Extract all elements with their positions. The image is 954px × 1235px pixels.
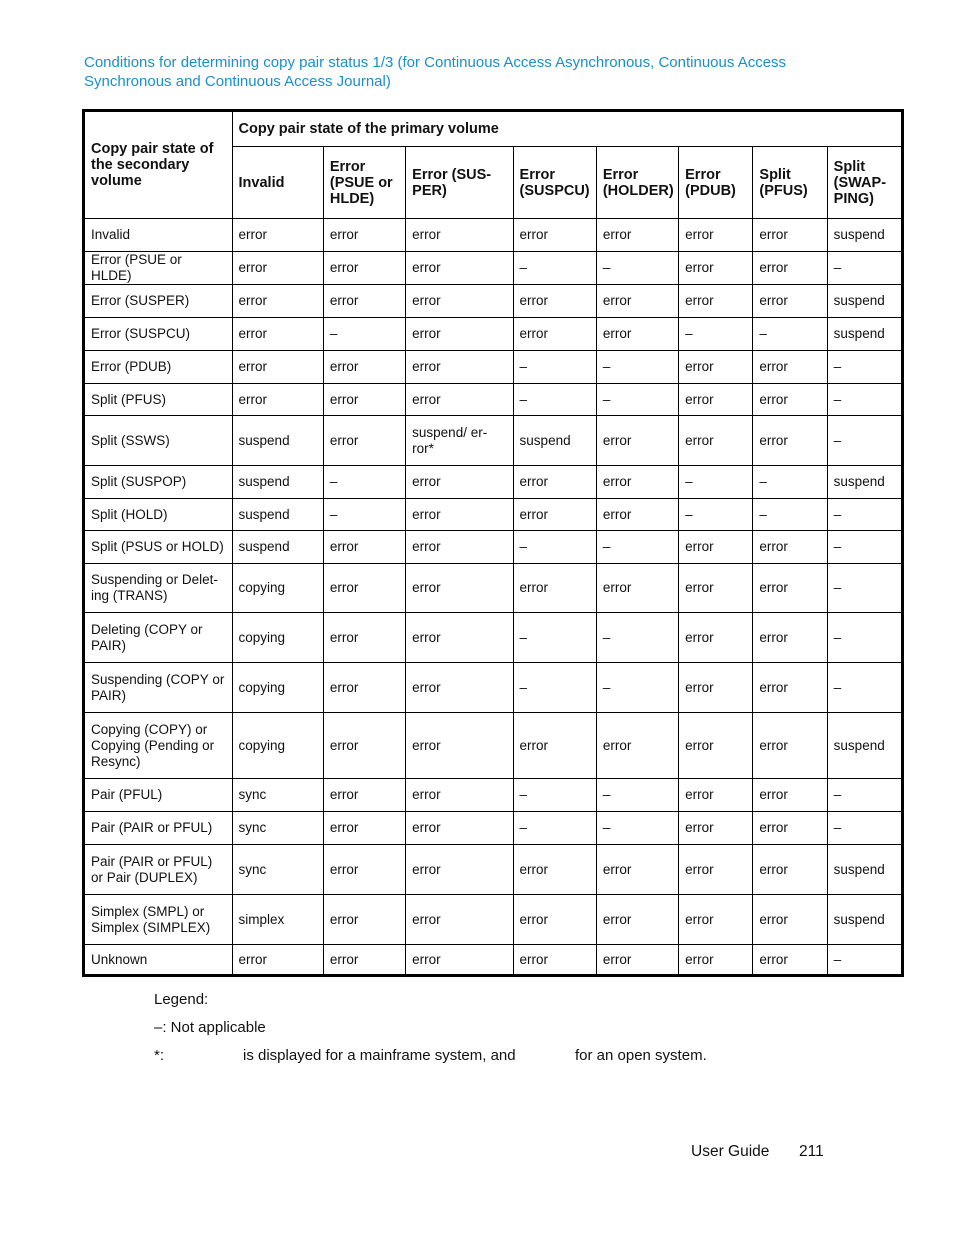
table-cell: suspend bbox=[827, 713, 902, 779]
table-cell: error bbox=[679, 845, 753, 895]
row-header-cell: Split (SSWS) bbox=[84, 416, 233, 466]
table-cell: copying bbox=[232, 564, 323, 613]
table-cell: error bbox=[406, 845, 513, 895]
table-cell: – bbox=[513, 663, 596, 713]
row-header-cell: Suspending or Delet-ing (TRANS) bbox=[84, 564, 233, 613]
row-header-cell: Split (PFUS) bbox=[84, 384, 233, 416]
table-cell: – bbox=[753, 466, 827, 499]
table-cell: error bbox=[406, 779, 513, 812]
table-cell: – bbox=[827, 945, 902, 976]
copy-pair-status-table-wrapper bbox=[82, 109, 904, 977]
row-header-cell: Split (SUSPOP) bbox=[84, 466, 233, 499]
table-cell: error bbox=[679, 812, 753, 845]
table-cell: – bbox=[827, 531, 902, 564]
table-row bbox=[84, 219, 903, 252]
table-cell: – bbox=[513, 812, 596, 845]
row-header-cell: Unknown bbox=[84, 945, 233, 976]
table-cell: – bbox=[827, 812, 902, 845]
table-row bbox=[84, 812, 903, 845]
table-cell: – bbox=[513, 613, 596, 663]
table-cell: suspend bbox=[827, 845, 902, 895]
table-cell: error bbox=[323, 779, 405, 812]
corner-header: Copy pair state of the secondary volume bbox=[84, 111, 233, 219]
table-cell: error bbox=[406, 318, 513, 351]
table-cell: – bbox=[827, 252, 902, 285]
table-cell: error bbox=[753, 219, 827, 252]
table-cell: – bbox=[596, 531, 678, 564]
table-row bbox=[84, 945, 903, 976]
table-cell: simplex bbox=[232, 895, 323, 945]
table-cell: error bbox=[753, 531, 827, 564]
table-cell: error bbox=[406, 384, 513, 416]
table-cell: error bbox=[753, 812, 827, 845]
primary-volume-group-header: Copy pair state of the primary volume bbox=[232, 111, 902, 147]
table-cell: error bbox=[596, 318, 678, 351]
row-header-cell: Error (SUSPER) bbox=[84, 285, 233, 318]
row-header-cell: Pair (PAIR or PFUL) bbox=[84, 812, 233, 845]
table-cell: error bbox=[753, 613, 827, 663]
table-cell: error bbox=[513, 713, 596, 779]
table-cell: error bbox=[753, 779, 827, 812]
table-cell: – bbox=[827, 779, 902, 812]
table-cell: error bbox=[513, 318, 596, 351]
table-cell: – bbox=[827, 384, 902, 416]
legend-title: Legend: bbox=[154, 991, 209, 1008]
table-cell: error bbox=[323, 845, 405, 895]
table-cell: error bbox=[513, 466, 596, 499]
table-row bbox=[84, 663, 903, 713]
table-cell: error bbox=[679, 895, 753, 945]
table-cell: error bbox=[596, 845, 678, 895]
row-header-cell: Error (SUSPCU) bbox=[84, 318, 233, 351]
table-cell: error bbox=[406, 895, 513, 945]
table-cell: error bbox=[679, 384, 753, 416]
table-cell: error bbox=[679, 613, 753, 663]
table-cell: suspend/ er-ror* bbox=[406, 416, 513, 466]
table-cell: – bbox=[323, 466, 405, 499]
table-cell: error bbox=[513, 895, 596, 945]
table-cell: suspend bbox=[232, 531, 323, 564]
table-cell: sync bbox=[232, 812, 323, 845]
table-cell: error bbox=[679, 663, 753, 713]
table-cell: – bbox=[679, 318, 753, 351]
table-cell: suspend bbox=[827, 466, 902, 499]
table-cell: – bbox=[827, 351, 902, 384]
table-cell: error bbox=[679, 285, 753, 318]
table-row bbox=[84, 416, 903, 466]
row-header-cell: Copying (COPY) or Copying (Pending or Resync) bbox=[84, 713, 233, 779]
table-cell: suspend bbox=[827, 895, 902, 945]
table-cell: error bbox=[753, 895, 827, 945]
table-cell: error bbox=[513, 499, 596, 531]
table-cell: – bbox=[513, 779, 596, 812]
table-cell: error bbox=[406, 812, 513, 845]
table-cell: error bbox=[596, 466, 678, 499]
table-cell: sync bbox=[232, 779, 323, 812]
table-cell: error bbox=[323, 531, 405, 564]
table-row bbox=[84, 613, 903, 663]
table-cell: – bbox=[679, 466, 753, 499]
table-cell: error bbox=[753, 384, 827, 416]
table-cell: suspend bbox=[232, 466, 323, 499]
row-header-cell: Pair (PAIR or PFUL) or Pair (DUPLEX) bbox=[84, 845, 233, 895]
table-cell: error bbox=[232, 945, 323, 976]
table-cell: error bbox=[232, 384, 323, 416]
table-cell: – bbox=[513, 252, 596, 285]
table-cell: suspend bbox=[827, 219, 902, 252]
column-header: Error (HOLDER) bbox=[596, 147, 678, 219]
table-cell: – bbox=[323, 318, 405, 351]
table-cell: error bbox=[679, 945, 753, 976]
table-cell: error bbox=[753, 416, 827, 466]
table-cell: – bbox=[596, 812, 678, 845]
table-row bbox=[84, 531, 903, 564]
table-cell: error bbox=[323, 564, 405, 613]
footer-label: User Guide bbox=[691, 1143, 770, 1160]
table-cell: – bbox=[679, 499, 753, 531]
legend-note-part2: for an open system. bbox=[575, 1047, 707, 1064]
table-cell: error bbox=[323, 351, 405, 384]
column-header: Error (SUS-PER) bbox=[406, 147, 513, 219]
table-cell: error bbox=[406, 613, 513, 663]
table-cell: error bbox=[753, 945, 827, 976]
legend-note-star: *: bbox=[154, 1047, 165, 1064]
table-cell: error bbox=[406, 663, 513, 713]
table-cell: suspend bbox=[827, 285, 902, 318]
row-header-cell: Pair (PFUL) bbox=[84, 779, 233, 812]
table-cell: error bbox=[406, 285, 513, 318]
table-cell: error bbox=[323, 812, 405, 845]
table-cell: error bbox=[323, 384, 405, 416]
table-cell: error bbox=[513, 285, 596, 318]
table-cell: error bbox=[679, 713, 753, 779]
table-cell: error bbox=[323, 252, 405, 285]
table-cell: – bbox=[596, 613, 678, 663]
table-cell: error bbox=[323, 613, 405, 663]
table-cell: error bbox=[753, 285, 827, 318]
page-number: 211 bbox=[799, 1143, 824, 1160]
table-cell: error bbox=[323, 219, 405, 252]
table-cell: error bbox=[596, 219, 678, 252]
table-cell: error bbox=[323, 945, 405, 976]
table-cell: error bbox=[596, 895, 678, 945]
row-header-cell: Error (PDUB) bbox=[84, 351, 233, 384]
table-cell: – bbox=[596, 779, 678, 812]
table-cell: error bbox=[513, 945, 596, 976]
table-cell: error bbox=[679, 531, 753, 564]
table-cell: error bbox=[232, 285, 323, 318]
table-cell: error bbox=[232, 351, 323, 384]
column-header: Error (PDUB) bbox=[679, 147, 753, 219]
table-caption: Conditions for determining copy pair status 1/3 (for Continuous Access Asynchronous, Continuous Access Synchronous and Continuous Access Journal) bbox=[84, 54, 787, 90]
legend-not-applicable: –: Not applicable bbox=[154, 1019, 266, 1036]
table-cell: – bbox=[596, 663, 678, 713]
table-cell: error bbox=[406, 713, 513, 779]
table-cell: – bbox=[596, 351, 678, 384]
table-row bbox=[84, 384, 903, 416]
table-cell: error bbox=[679, 779, 753, 812]
row-header-cell: Deleting (COPY or PAIR) bbox=[84, 613, 233, 663]
column-header: Split (PFUS) bbox=[753, 147, 827, 219]
table-cell: error bbox=[406, 531, 513, 564]
row-header-cell: Simplex (SMPL) or Simplex (SIMPLEX) bbox=[84, 895, 233, 945]
table-cell: – bbox=[513, 351, 596, 384]
table-cell: suspend bbox=[232, 416, 323, 466]
table-cell: error bbox=[232, 318, 323, 351]
table-cell: error bbox=[753, 252, 827, 285]
table-cell: sync bbox=[232, 845, 323, 895]
row-header-cell: Split (HOLD) bbox=[84, 499, 233, 531]
row-header-cell: Invalid bbox=[84, 219, 233, 252]
table-cell: error bbox=[323, 895, 405, 945]
table-cell: error bbox=[679, 219, 753, 252]
table-cell: error bbox=[596, 416, 678, 466]
table-cell: copying bbox=[232, 613, 323, 663]
table-cell: – bbox=[827, 663, 902, 713]
table-cell: error bbox=[323, 713, 405, 779]
table-cell: error bbox=[753, 845, 827, 895]
column-header: Invalid bbox=[232, 147, 323, 219]
table-cell: – bbox=[827, 564, 902, 613]
row-header-cell: Error (PSUE or HLDE) bbox=[84, 252, 233, 285]
table-cell: – bbox=[513, 384, 596, 416]
table-cell: error bbox=[679, 416, 753, 466]
table-row bbox=[84, 351, 903, 384]
table-cell: error bbox=[232, 219, 323, 252]
table-cell: suspend bbox=[232, 499, 323, 531]
table-cell: error bbox=[323, 416, 405, 466]
copy-pair-status-table bbox=[82, 109, 904, 977]
table-cell: suspend bbox=[827, 318, 902, 351]
table-cell: – bbox=[827, 499, 902, 531]
table-row bbox=[84, 713, 903, 779]
table-cell: – bbox=[827, 613, 902, 663]
table-cell: – bbox=[323, 499, 405, 531]
table-cell: error bbox=[596, 945, 678, 976]
table-row bbox=[84, 318, 903, 351]
table-cell: error bbox=[753, 564, 827, 613]
column-header: Split (SWAP-PING) bbox=[827, 147, 902, 219]
table-cell: error bbox=[513, 845, 596, 895]
table-cell: – bbox=[827, 416, 902, 466]
table-cell: – bbox=[513, 531, 596, 564]
table-cell: error bbox=[513, 564, 596, 613]
column-header: Error (PSUE or HLDE) bbox=[323, 147, 405, 219]
table-row bbox=[84, 564, 903, 613]
table-row bbox=[84, 499, 903, 531]
table-cell: error bbox=[406, 219, 513, 252]
table-row bbox=[84, 845, 903, 895]
table-cell: – bbox=[753, 318, 827, 351]
table-cell: error bbox=[406, 351, 513, 384]
table-row bbox=[84, 895, 903, 945]
table-cell: error bbox=[679, 351, 753, 384]
table-header bbox=[84, 111, 903, 219]
table-cell: error bbox=[753, 351, 827, 384]
table-cell: – bbox=[596, 252, 678, 285]
table-cell: suspend bbox=[513, 416, 596, 466]
column-header: Error (SUSPCU) bbox=[513, 147, 596, 219]
table-cell: error bbox=[232, 252, 323, 285]
table-cell: error bbox=[596, 285, 678, 318]
table-cell: error bbox=[679, 564, 753, 613]
table-cell: error bbox=[513, 219, 596, 252]
table-cell: error bbox=[406, 499, 513, 531]
table-cell: – bbox=[596, 384, 678, 416]
table-cell: error bbox=[406, 466, 513, 499]
table-cell: – bbox=[753, 499, 827, 531]
table-cell: error bbox=[679, 252, 753, 285]
table-body bbox=[84, 219, 903, 976]
table-cell: copying bbox=[232, 713, 323, 779]
table-cell: error bbox=[406, 252, 513, 285]
table-row bbox=[84, 252, 903, 285]
table-cell: error bbox=[596, 564, 678, 613]
table-cell: error bbox=[753, 713, 827, 779]
table-cell: copying bbox=[232, 663, 323, 713]
table-cell: error bbox=[753, 663, 827, 713]
table-cell: error bbox=[596, 713, 678, 779]
table-row bbox=[84, 466, 903, 499]
row-header-cell: Split (PSUS or HOLD) bbox=[84, 531, 233, 564]
table-row bbox=[84, 285, 903, 318]
row-header-cell: Suspending (COPY or PAIR) bbox=[84, 663, 233, 713]
legend-note-part1: is displayed for a mainframe system, and bbox=[243, 1047, 516, 1064]
table-row bbox=[84, 779, 903, 812]
table-cell: error bbox=[406, 945, 513, 976]
table-cell: error bbox=[323, 663, 405, 713]
table-cell: error bbox=[406, 564, 513, 613]
table-cell: error bbox=[323, 285, 405, 318]
table-cell: error bbox=[596, 499, 678, 531]
